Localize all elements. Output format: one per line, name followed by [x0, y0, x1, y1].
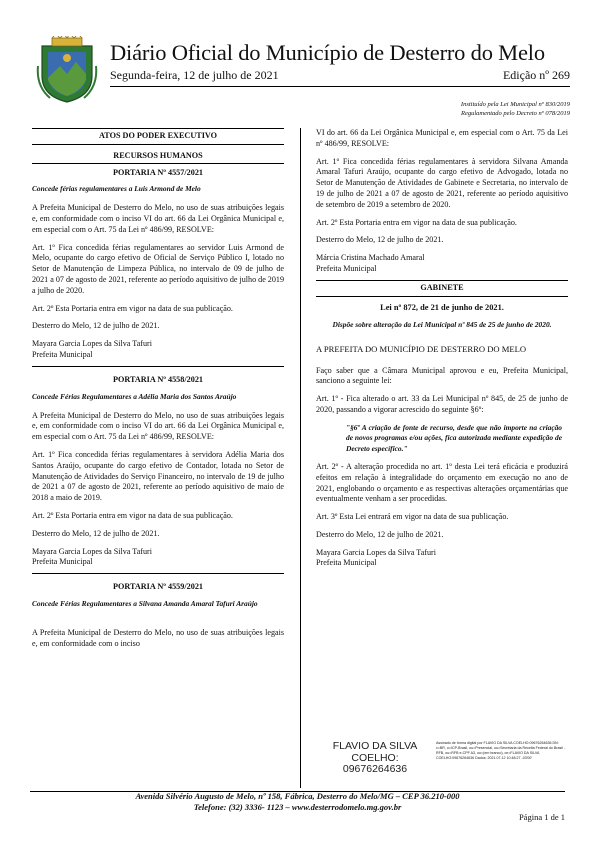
law-art3: Art. 3º Esta Lei entrará em vigor na data de sua publicação. — [316, 512, 509, 522]
separator — [32, 366, 284, 367]
portaria-intro-continued: VI do art. 66 da Lei Orgânica Municipal e, em especial com o Art. 75 da Lei nº 486/99, RESOLVE: — [316, 128, 568, 148]
section-title: ATOS DO PODER EXECUTIVO — [32, 128, 284, 145]
signature — [316, 548, 568, 569]
stamp-line: 09676264636 — [342, 763, 408, 775]
portaria-summary: Concede Férias Regulamentares a Silvana Amanda Amaral Tafuri Araújo — [32, 599, 258, 609]
right-column — [316, 128, 568, 575]
signature-name: Márcia Cristina Machado Amaral — [316, 253, 425, 263]
column-divider — [300, 128, 301, 788]
page-footer — [0, 791, 595, 813]
law-title: Lei nº 872, de 21 de junho de 2021. — [380, 302, 504, 312]
footer-contact: Telefone: (32) 3336- 1123 – www.desterrodomelo.mg.gov.br — [193, 802, 402, 812]
portaria-title: PORTARIA Nº 4557/2021 — [112, 167, 204, 177]
law-art1: Art. 1º - Fica alterado o art. 33 da Lei Municipal nº 845, de 25 de junho de 2020, passando a vigorar acrescido do seguinte §6º: — [316, 394, 568, 414]
left-column — [32, 128, 284, 657]
stamp-line: FLAVIO DA SILVA — [332, 740, 418, 752]
regulated-line: Regulamentado pelo Decreto nº 078/2019 — [460, 110, 570, 117]
portaria-place-date: Desterro do Melo, 12 de julho de 2021. — [32, 321, 160, 331]
portaria-title: PORTARIA Nº 4559/2021 — [112, 582, 204, 592]
stamp-signer — [316, 741, 434, 776]
digital-signature-stamp — [316, 740, 568, 784]
portaria-art1: Art. 1º Fica concedida férias regulamentares à servidora Adélia Maria dos Santos Araújo, ocupante do cargo efetivo de Contador, lotada no Setor de Manutenção de Atividades do Serviço Financeiro, no intervalo de 19 de julho de 2021 a 07 de agosto de 2021, referente ao período aquisitivo de maio de 2018 a maio de 2019. — [32, 449, 284, 503]
separator — [32, 573, 284, 574]
portaria-art2: Art. 2º Esta Portaria entra em vigor na data de sua publicação. — [32, 510, 233, 520]
signature-name: Mayara Garcia Lopes da Silva Tafuri — [32, 546, 152, 556]
instituted-line: Instituído pela Lei Municipal nº 830/2019 — [460, 101, 570, 108]
portaria-intro: A Prefeita Municipal de Desterro do Melo, no uso de suas atribuições legais e, em conformidade com o inciso VI do art. 66 da Lei Orgânica Municipal e, em especial com o Art. 75 da Lei nº 486/99, RESOLVE: — [32, 203, 284, 234]
institution-note — [461, 100, 570, 118]
page-number: Página 1 de 1 — [518, 812, 565, 822]
footer-address: Avenida Silvério Augusto de Melo, nº 158, Fábrica, Desterro do Melo/MG – CEP 36.210-000 — [135, 791, 460, 801]
law-quote: "§6º A criação de fonte de recurso, desde que não importe na criação de novos programas e/ou ações, fica autorizada mediante expedição de Decreto específico." — [346, 422, 562, 453]
portaria-art2: Art. 2º Esta Portaria entra em vigor na data de sua publicação. — [32, 303, 233, 313]
header-divider — [110, 86, 570, 87]
municipal-crest-icon — [36, 36, 98, 104]
section-title: GABINETE — [316, 280, 568, 297]
signature-role: Prefeita Municipal — [32, 349, 93, 359]
law-art2: Art. 2º - A alteração procedida no art. 1º desta Lei terá eficácia e produzirá efeitos em relação à integralidade do orçamento em execução no ano de 2021, englobando o orçamento e as respectivas alterações orçamentárias que eventualmente venham a ser procedidas. — [316, 461, 568, 504]
portaria-title: PORTARIA Nº 4558/2021 — [112, 374, 204, 384]
signature-name: Mayara Garcia Lopes da Silva Tafuri — [316, 547, 436, 557]
signature-name: Mayara Garcia Lopes da Silva Tafuri — [32, 339, 152, 349]
signature — [316, 253, 568, 274]
portaria-summary: Concede férias regulamentares a Luis Armond de Melo — [32, 184, 201, 194]
page-title: Diário Oficial do Município de Desterro do Melo — [110, 40, 545, 65]
issue-date: Segunda-feira, 12 de julho de 2021 — [110, 68, 279, 82]
portaria-summary: Concede Férias Regulamentares a Adélia Maria dos Santos Araújo — [32, 391, 237, 401]
law-place-date: Desterro do Melo, 12 de julho de 2021. — [316, 529, 444, 539]
signature-role: Prefeita Municipal — [316, 558, 377, 568]
page-header — [30, 28, 570, 117]
portaria-intro: A Prefeita Municipal de Desterro do Melo, no uso de suas atribuições legais e, em conformidade com o inciso — [32, 627, 284, 648]
portaria-art1: Art. 1º Fica concedida férias regulamentares ao servidor Luis Armond de Melo, ocupante do cargo efetivo de Oficial de Serviço Público I, lotado no Setor de Manutenção de Limpeza Pública, no intervalo de 09 de julho de 2021 a 07 de agosto de 2021, referente ao período aquisitivo de julho de 2019 a julho de 2020. — [32, 242, 284, 295]
signature-role: Prefeita Municipal — [32, 556, 93, 566]
portaria-art1: Art. 1º Fica concedida férias regulamentares à servidora Silvana Amanda Amaral Tafuri Araújo, ocupante do cargo efetivo de Advogado, lotada no Setor de Manutenção de Atividades de Gabinete e Secretaria, no intervalo de 19 de julho de 2021 a 07 de agosto de 2021, referente ao período aquisitivo de setembro de 2019 a setembro de 2020. — [316, 156, 568, 209]
law-intro: Faço saber que a Câmara Municipal aprovou e eu, Prefeita Municipal, sanciono a seguinte lei: — [316, 365, 568, 386]
subsection-title: RECURSOS HUMANOS — [32, 151, 284, 164]
portaria-place-date: Desterro do Melo, 12 de julho de 2021. — [32, 528, 160, 538]
edition-number: Edição nº 269 — [502, 68, 570, 82]
signature-role: Prefeita Municipal — [316, 263, 377, 273]
portaria-art2: Art. 2º Esta Portaria entra em vigor na data de sua publicação. — [316, 217, 517, 227]
signature — [32, 339, 284, 360]
stamp-line: COELHO: — [351, 751, 399, 764]
signature — [32, 547, 284, 568]
law-summary: Dispõe sobre alteração da Lei Municipal nº 845 de 25 de junho de 2020. — [332, 319, 552, 329]
portaria-intro: A Prefeita Municipal de Desterro do Melo, no uso de suas atribuições legais e, em conformidade com o inciso VI do art. 66 da Lei Orgânica Municipal e, em especial com o Art. 75 da Lei nº 486/99, RESOLVE: — [32, 410, 284, 442]
portaria-place-date: Desterro do Melo, 12 de julho de 2021. — [316, 235, 444, 245]
law-heading: A PREFEITA DO MUNICÍPIO DE DESTERRO DO MELO — [316, 344, 527, 355]
stamp-details: Assinado de forma digital por FLAVIO DA SILVA COELHO:09676264636 DN: c=BR, o=ICP-Brasil, ou=Presencial, ou=Secretaria da Receita Federal do Brasil - RFB, ou=RFB e-CPF A3, ou=(em branco), cn=FLAVIO DA SILVA COELHO:09676264636 Dados: 2021.07.12 10:48:27 -03'00' — [436, 741, 566, 760]
